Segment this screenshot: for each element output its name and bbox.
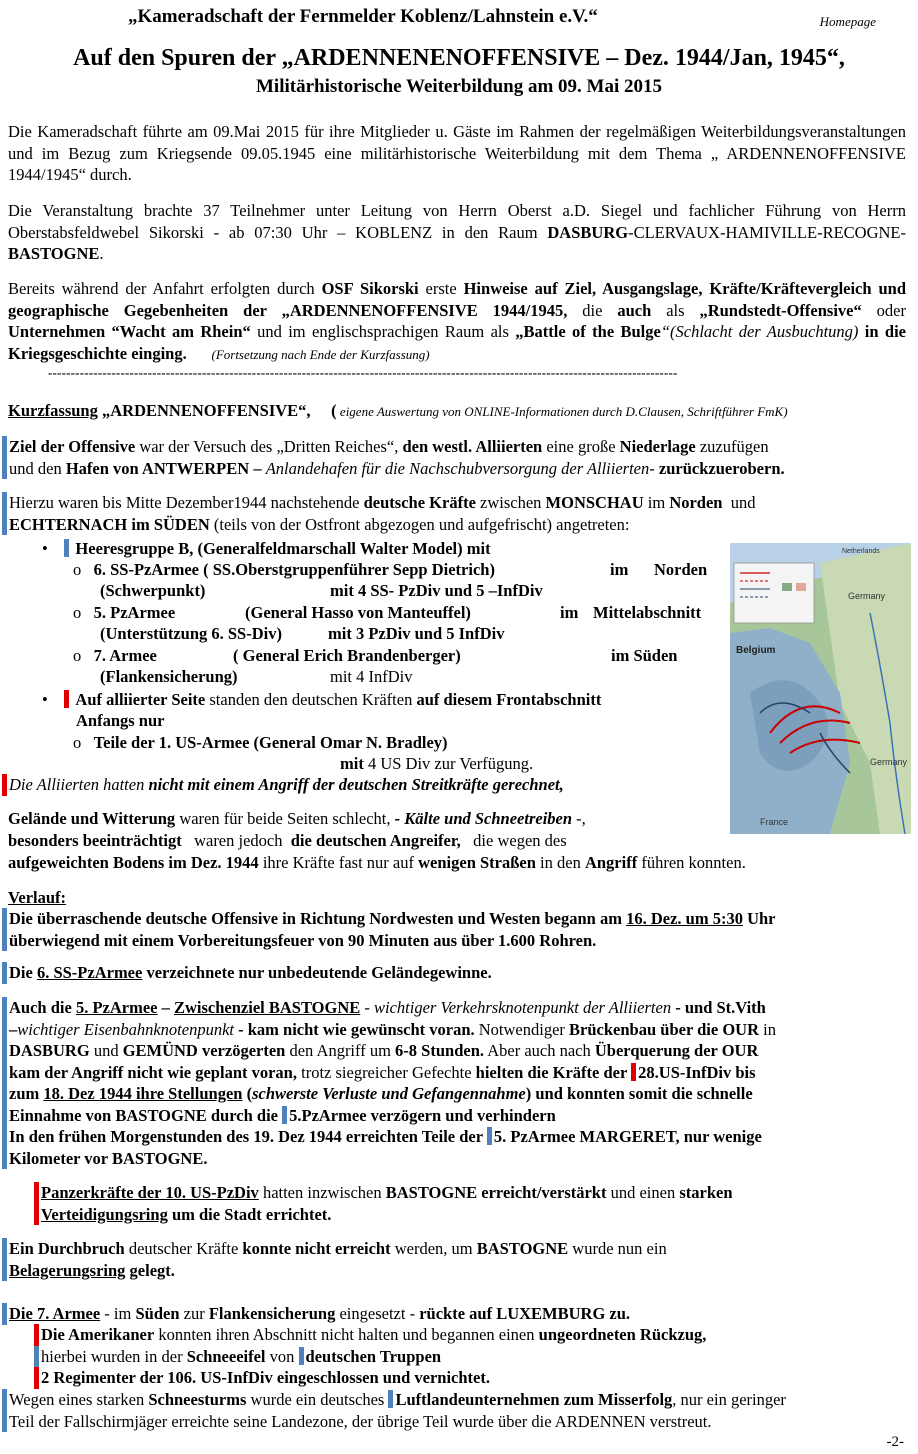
list-item-heeresgruppe: • Heeresgruppe B, (Generalfeldmarschall Walter Model) mit	[42, 539, 491, 558]
army-7-role: (Flankensicherung)	[100, 667, 238, 686]
red-marker	[64, 690, 69, 708]
map-label-france: France	[760, 817, 789, 827]
list-item-6-ss-pzarmee: o 6. SS-PzArmee ( SS.Oberstgruppenführer Sepp Dietrich)	[73, 560, 495, 579]
no-attack-expected: Die Alliierten hatten nicht mit einem Angriff der deutschen Streitkräfte gerechnet,	[2, 774, 564, 796]
red-marker	[631, 1063, 636, 1081]
army-6-sector-im: im	[610, 560, 629, 579]
terrain-line-2: besonders beeinträchtigt waren jedoch die deutschen Angreifer, die wegen des	[8, 831, 567, 850]
blue-marker	[299, 1347, 304, 1365]
army-7-sector: im Süden	[611, 646, 678, 665]
map-label-germany-south: Germany	[870, 757, 908, 767]
intro-paragraph-1: Die Kameradschaft führte am 09.Mai 2015 für ihre Mitglieder u. Gäste im Rahmen der regelmäßigen Weiterbildungsveranstaltungen und im Bezug zum Kriegsende 09.05.1945 eine militärhistorische Weiterbildung mit dem Thema „ ARDENNENOFFENSIVE 1944/1945“ durch.	[8, 122, 906, 184]
course-paragraph-6: Die 7. Armee - im Süden zur Flankensicherung eingesetzt - rückte auf LUXEMBURG zu.	[2, 1303, 630, 1325]
list-item-5-pzarmee: o 5. PzArmee	[73, 603, 176, 622]
army-6-strength: mit 4 SS- PzDiv und 5 –InfDiv	[330, 581, 543, 600]
section-divider: -------------------------------------------------------------------------------------------------------------------------------------------	[48, 365, 678, 380]
forces-paragraph: Hierzu waren bis Mitte Dezember1944 nachstehende deutsche Kräfte zwischen MONSCHAU im Norden und ECHTERNACH im SÜDEN (teils von der Ostfront abgezogen und aufgefrischt) angetreten:	[2, 492, 907, 535]
course-paragraph-4: Panzerkräfte der 10. US-PzDiv hatten inzwischen BASTOGNE erreicht/verstärkt und einen starken Verteidigungsring um die Stadt errichtet.	[34, 1182, 907, 1225]
terrain-line-3: aufgeweichten Bodens im Dez. 1944 ihre Kräfte fast nur auf wenigen Straßen in den Angriff führen konnten.	[8, 853, 746, 872]
org-header: „Kameradschaft der Fernmelder Koblenz/Lahnstein e.V.“	[128, 6, 598, 27]
course-line-7b: hierbei wurden in der Schneeeifel von deutschen Truppen	[34, 1346, 441, 1368]
army-5-sector: Mittelabschnitt	[593, 603, 702, 622]
intro-paragraph-3: Bereits während der Anfahrt erfolgten durch OSF Sikorski erste Hinweise auf Ziel, Ausgangslage, Kräfte/Kräftevergleich und geographische Gegebenheiten der „ARDENNENOFFENSIVE 1944/1945, die auch als „Rundstedt-Offensive“ oder Unternehmen “Wacht am Rhein“ und im englischsprachigen Raum als „Battle of the Bulge“(Schlacht der Ausbuchtung) in die Kriegsgeschichte einging. (Fortsetzung nach Ende der Kurzfassung)	[8, 279, 906, 363]
summary-heading: Kurzfassung „ARDENNENOFFENSIVE“, ( eigene Auswertung von ONLINE-Informationen durch D.Clausen, Schriftführer FmK)	[8, 401, 788, 420]
army-6-sector: Norden	[654, 560, 708, 579]
goal-paragraph: Ziel der Offensive war der Versuch des „Dritten Reiches“, den westl. Alliierten eine große Niederlage zuzufügen und den Hafen von ANTWERPEN – Anlandehafen für die Nachschubversorgung der Alliierten- zurückzuerobern.	[2, 436, 907, 479]
ardennes-map-image	[730, 543, 911, 834]
army-5-role: (Unterstützung 6. SS-Div)	[100, 624, 282, 643]
map-label-belgium: Belgium	[736, 645, 776, 656]
army-7-strength: mit 4 InfDiv	[330, 667, 413, 686]
blue-marker	[388, 1390, 393, 1408]
terrain-line-1: Gelände und Witterung waren für beide Seiten schlecht, - Kälte und Schneetreiben -,	[8, 809, 586, 828]
course-paragraph-5: Ein Durchbruch deutscher Kräfte konnte nicht erreicht werden, um BASTOGNE wurde nun ein Belagerungsring gelegt.	[2, 1238, 907, 1281]
army-5-sector-im: im	[560, 603, 579, 622]
course-heading: Verlauf:	[8, 888, 67, 907]
page-subtitle: Militärhistorische Weiterbildung am 09. Mai 2015	[255, 76, 662, 97]
course-paragraph-8: Wegen eines starken Schneesturms wurde ein deutsches Luftlandeunternehmen zum Misserfolg, nur ein geringer Teil der Fallschirmjäger erreichte seine Landezone, der übrige Teil wurde über die ARDENNEN verstreut.	[2, 1389, 907, 1432]
list-item-us-army: o Teile der 1. US-Armee (General Omar N. Bradley)	[73, 733, 448, 752]
blue-marker	[282, 1106, 287, 1124]
blue-marker	[487, 1127, 492, 1145]
map-illustration	[730, 543, 911, 834]
map-label-netherlands: Netherlands	[842, 548, 880, 555]
course-line-7c: 2 Regimenter der 106. US-InfDiv eingeschlossen und vernichtet.	[34, 1367, 490, 1389]
homepage-label[interactable]: Homepage	[819, 14, 876, 29]
us-strength: mit 4 US Div zur Verfügung.	[340, 754, 534, 773]
page-number: -2-	[886, 1434, 904, 1450]
course-paragraph-3: Auch die 5. PzArmee – Zwischenziel BASTOGNE - wichtiger Verkehrsknotenpunkt der Alliierten - und St.Vith –wichtiger Eisenbahnknotenpunkt - kam nicht wie gewünscht voran. Notwendiger Brückenbau über die OUR in DASBURG und GEMÜND verzögerten den Angriff um 6-8 Stunden. Aber auch nach Überquerung der OUR kam der Angriff nicht wie geplant voran, trotz siegreicher Gefechte hielten die Kräfte der 28.US-InfDiv bis zum 18. Dez 1944 ihre Stellungen (schwerste Verluste und Gefangennahme) und konnten somit die schnelle Einnahme von BASTOGNE durch die 5.PzArmee verzögern und verhindern In den frühen Morgenstunden des 19. Dez 1944 erreichten Teile der 5. PzArmee MARGERET, nur wenige Kilometer vor BASTOGNE.	[2, 997, 907, 1169]
page-title: Auf den Spuren der „ARDENNENENOFFENSIVE – Dez. 1944/Jan, 1945“,	[73, 45, 845, 71]
allied-initially: Anfangs nur	[76, 711, 165, 730]
army-5-strength: mit 3 PzDiv und 5 InfDiv	[328, 624, 505, 643]
map-label-germany-north: Germany	[848, 591, 886, 601]
list-item-allied: • Auf alliierter Seite standen den deutschen Kräften auf diesem Frontabschnitt	[42, 690, 602, 709]
list-item-7-armee: o 7. Armee	[73, 646, 157, 665]
intro-paragraph-2: Die Veranstaltung brachte 37 Teilnehmer unter Leitung von Herrn Oberst a.D. Siegel und fachlicher Führung von Herrn Oberstabsfeldwebel Sikorski - ab 07:30 Uhr – KOBLENZ in den Raum DASBURG-CLERVAUX-HAMIVILLE-RECOGNE-BASTOGNE.	[8, 201, 906, 263]
course-line-7a: Die Amerikaner konnten ihren Abschnitt nicht halten und begannen einen ungeordneten Rückzug,	[34, 1324, 706, 1346]
course-paragraph-1: Die überraschende deutsche Offensive in Richtung Nordwesten und Westen begann am 16. Dez. um 5:30 Uhr überwiegend mit einem Vorbereitungsfeuer von 90 Minuten aus über 1.600 Rohren.	[2, 908, 907, 951]
army-5-commander: (General Hasso von Manteuffel)	[245, 603, 471, 622]
blue-marker	[64, 539, 69, 557]
army-6-role: (Schwerpunkt)	[100, 581, 206, 600]
army-7-commander: ( General Erich Brandenberger)	[233, 646, 461, 665]
course-paragraph-2: Die 6. SS-PzArmee verzeichnete nur unbedeutende Geländegewinne.	[2, 962, 907, 984]
